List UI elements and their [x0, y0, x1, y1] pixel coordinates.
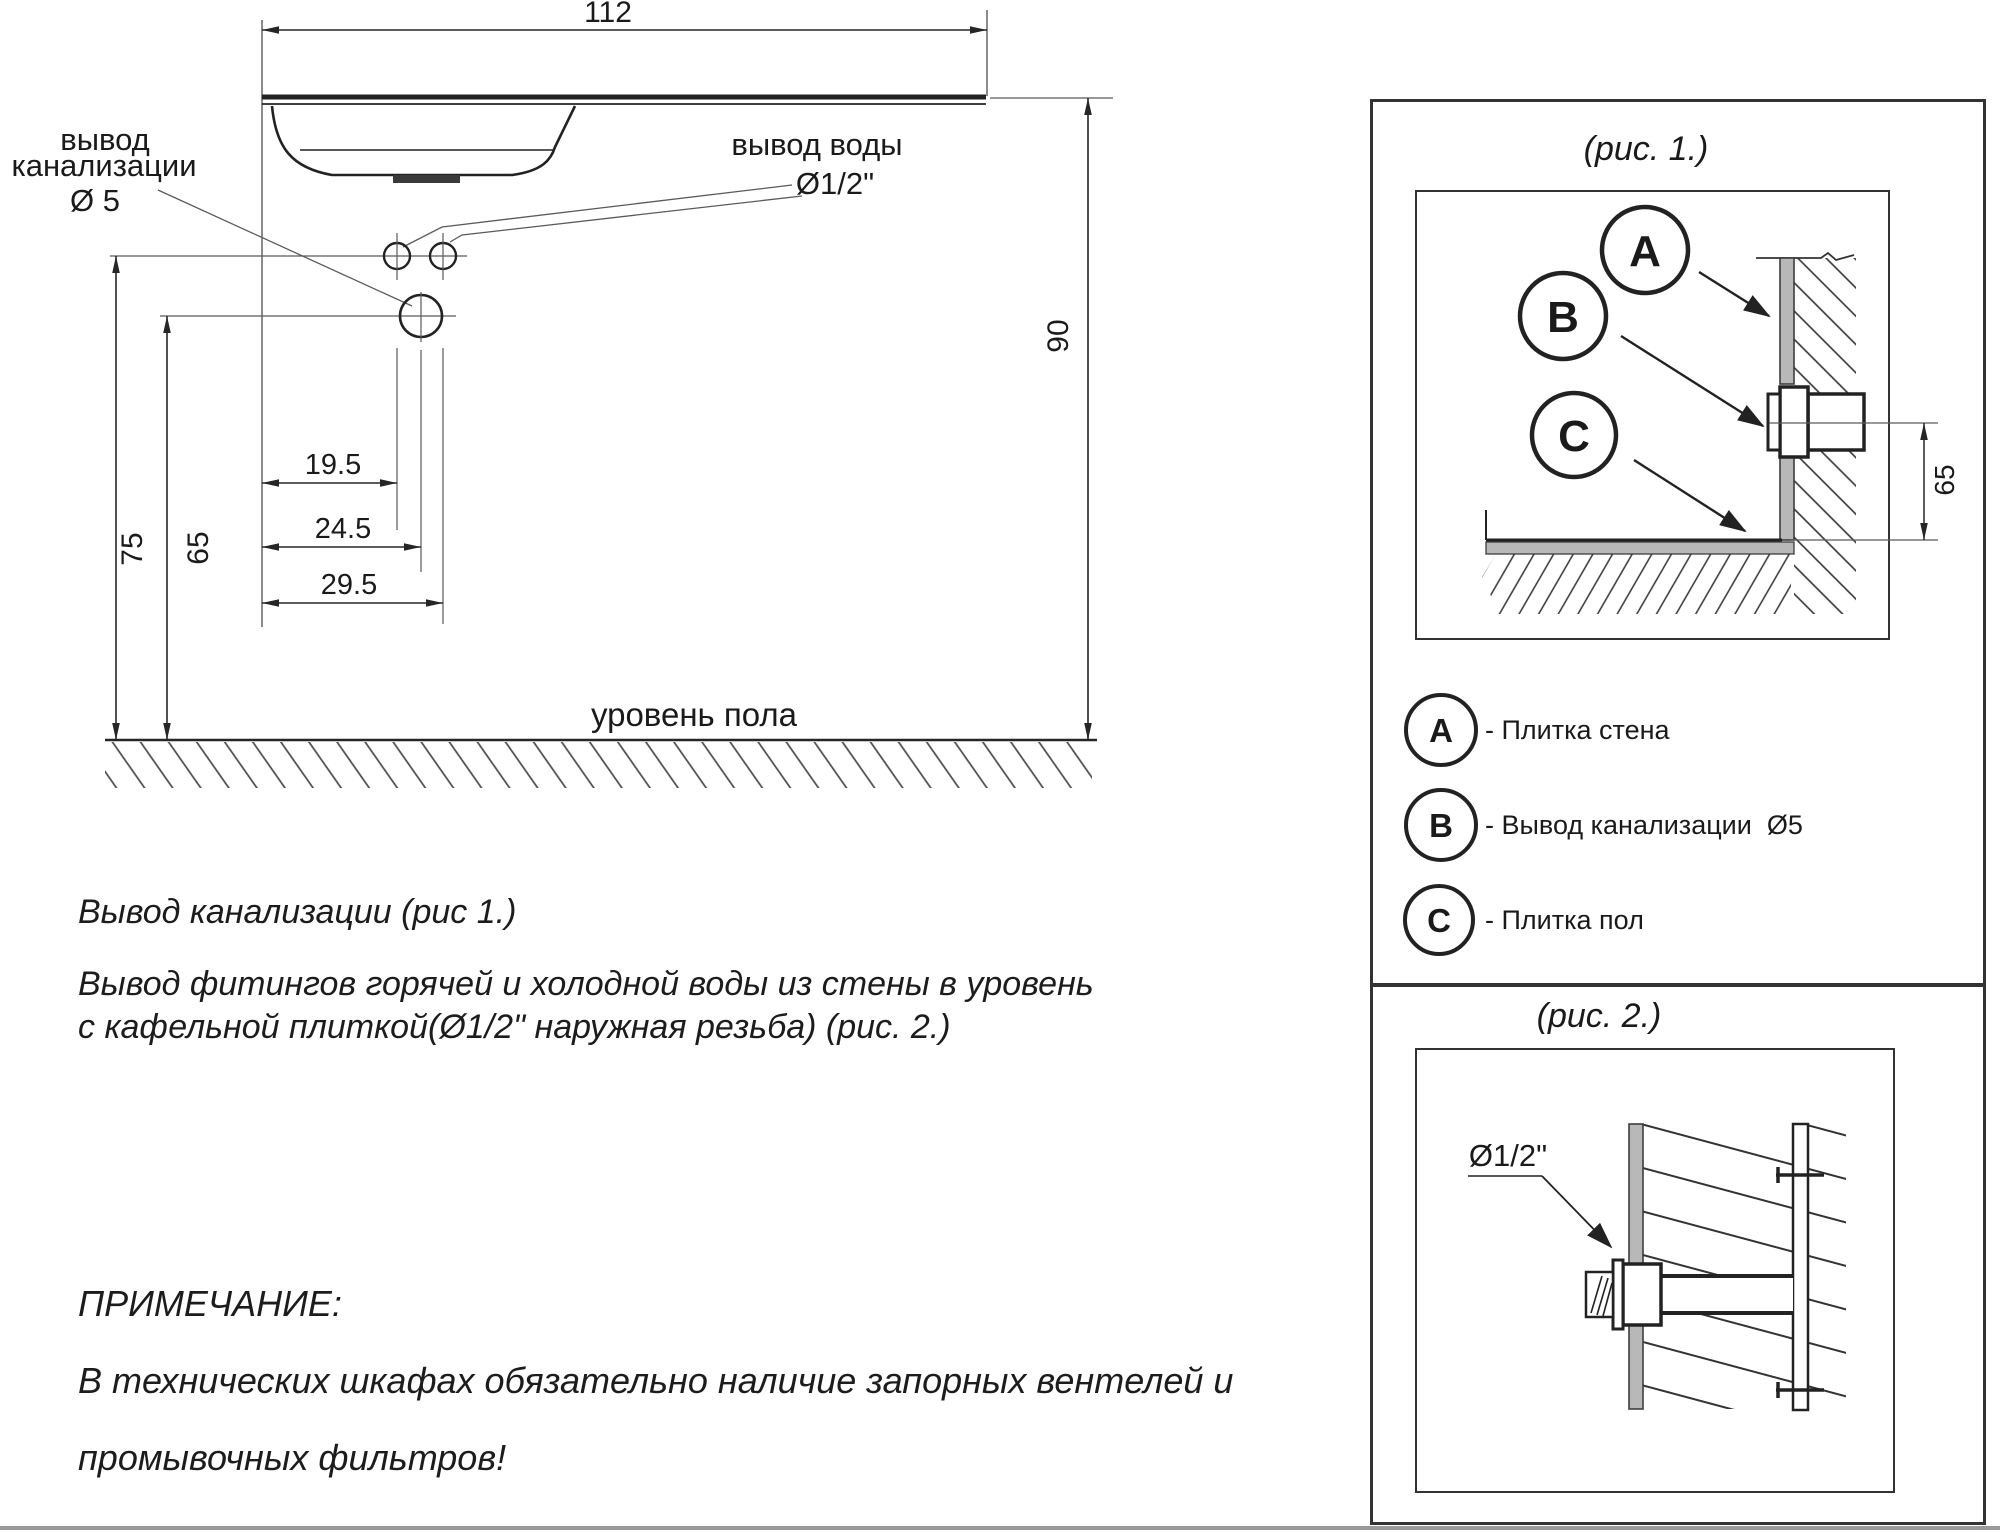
water-leader-line-2 [450, 196, 802, 242]
wall-hatching [1643, 1124, 1846, 1409]
floor-level-label: уровень пола [590, 696, 798, 733]
callout-a-letter: A [1629, 227, 1661, 276]
legend-c-label: - Плитка пол [1485, 905, 1644, 935]
floor [105, 696, 1097, 788]
dimension-value-90: 90 [1042, 319, 1075, 353]
drain-label-line2: канализации [11, 148, 197, 183]
figure-1-panel [1370, 99, 1986, 986]
note-fittings-line1: Вывод фитингов горячей и холодной воды из стены в уровень [78, 965, 1094, 1003]
mounting-board [1793, 1124, 1808, 1410]
legend-item-a [1406, 695, 1671, 765]
floor-hatching [105, 742, 1092, 788]
floor-hatching [1482, 554, 1791, 614]
note-drain-reference: Вывод канализации (рис 1.) [78, 893, 517, 931]
fitting-pipe-fill [1661, 1276, 1793, 1313]
sink-bowl-outline [272, 106, 575, 175]
dimension-overall-height [990, 98, 1113, 740]
fitting-flange [1768, 394, 1780, 450]
fitting-pipe [1808, 394, 1864, 450]
dimension-value-19-5: 19.5 [304, 449, 362, 481]
wall-tile-upper [1780, 258, 1794, 384]
legend-item-b [1406, 790, 1803, 860]
callout-c-letter: C [1558, 412, 1590, 461]
dimension-value-65: 65 [182, 531, 215, 565]
legend-a-label: - Плитка стена [1485, 715, 1670, 745]
dimension-water-height [116, 256, 149, 740]
figure-1-drawing [1373, 102, 1983, 983]
drain-leader-line [158, 190, 412, 306]
figure-2-panel [1370, 984, 1986, 1525]
figure-1-title: (рис. 1.) [1583, 130, 1709, 168]
legend-a-letter: A [1429, 712, 1453, 749]
drain-label-line1: вывод [60, 122, 150, 157]
sink-drain-boss [393, 175, 460, 183]
water-leader-line-1 [403, 185, 792, 247]
legend-b-label: - Вывод канализации Ø5 [1485, 810, 1803, 840]
note-body-line2: промывочных фильтров! [78, 1437, 507, 1478]
wall-tile-lower [1780, 457, 1794, 540]
water-label: вывод воды [731, 127, 903, 162]
note-title: ПРИМЕЧАНИЕ: [78, 1283, 342, 1324]
floor-tile [1486, 542, 1794, 554]
fitting-body [1780, 387, 1808, 457]
dimension-offset-29-5 [262, 569, 443, 603]
sink-bowl-profile [272, 106, 575, 183]
note-body-line1: В технических шкафах обязательно наличие запорных вентелей и [78, 1360, 1234, 1401]
wall-outlets [110, 233, 467, 624]
dimension-value-65: 65 [1929, 464, 1960, 496]
water-label-diameter: Ø1/2" [795, 166, 875, 201]
countertop-profile [262, 97, 986, 104]
fitting-body [1623, 1264, 1661, 1325]
legend [1405, 695, 1803, 954]
fitting-flange [1613, 1260, 1623, 1329]
dimension-value-24-5: 24.5 [314, 513, 372, 545]
callout-b-letter: B [1547, 293, 1579, 342]
water-outlet-label [403, 127, 903, 247]
dimension-value-112: 112 [584, 0, 632, 29]
dimension-drain-height [167, 316, 215, 740]
diameter-text: Ø1/2" [1468, 1138, 1548, 1173]
legend-b-letter: B [1429, 807, 1453, 844]
page-bottom-edge [0, 1526, 2000, 1530]
drain-label-diameter: Ø 5 [70, 183, 120, 218]
drain-fitting [1768, 387, 1938, 457]
figure-2-drawing [1373, 987, 1983, 1522]
dimension-value-29-5: 29.5 [320, 569, 378, 601]
legend-c-letter: C [1427, 902, 1451, 939]
fitting-thread [1586, 1272, 1613, 1317]
legend-item-c [1405, 886, 1644, 954]
main-installation-drawing [0, 0, 1200, 800]
figure-2-title: (рис. 2.) [1536, 997, 1662, 1035]
dimension-offset-19-5 [262, 449, 397, 483]
note-fittings-line2: с кафельной плиткой(Ø1/2" наружная резьба) (рис. 2.) [78, 1008, 951, 1046]
dimension-value-75: 75 [116, 532, 149, 566]
